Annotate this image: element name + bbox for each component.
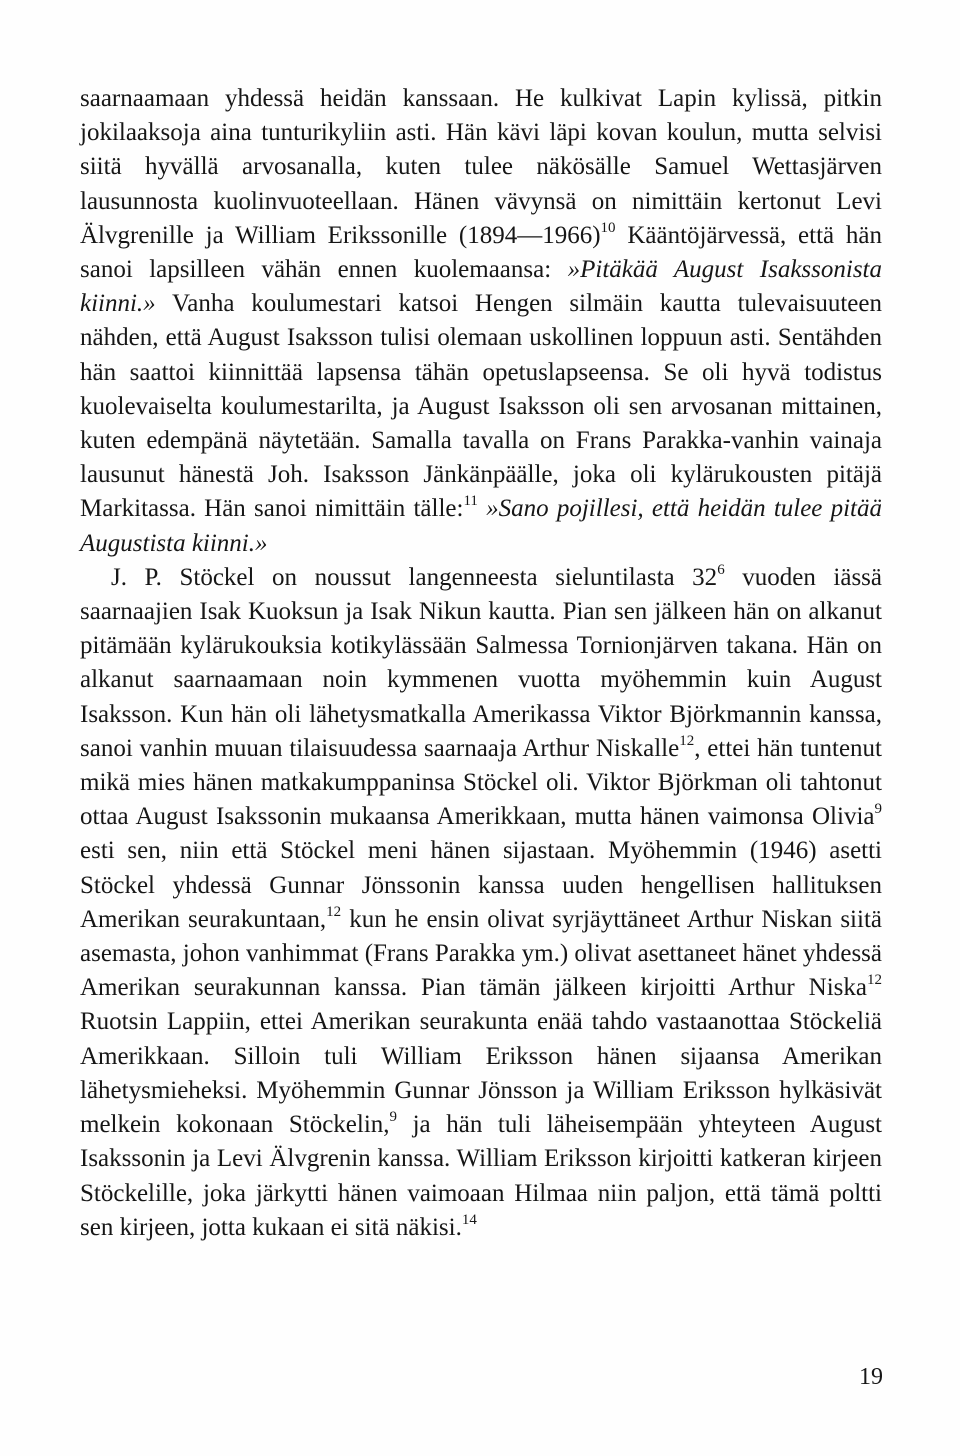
footnote-ref: 14: [461, 1211, 477, 1228]
paragraph: [80, 561, 882, 1245]
paragraph: [80, 82, 882, 561]
footnote-ref: 9: [874, 801, 882, 818]
text-run: , ettei hän tuntenut mikä mies hänen matkakumppaninsa Stöckel oli. Viktor Björkman oli tahtonut ottaa August Isakssonin mukaansa Amerikkaan, mutta hänen vaimonsa Olivia: [80, 734, 882, 831]
footnote-ref: 12: [326, 903, 342, 920]
text-run: saarnaamaan yhdessä heidän kanssaan. He kulkivat Lapin kylissä, pitkin jokilaaksoja aina tunturikyliin asti. Hän kävi läpi kovan koulun, mutta selvisi siitä hyvällä arvosanalla, kuten tulee näkösälle Samuel Wettasjärven lausunnosta kuolinvuoteellaan. Hänen vävynsä on nimittäin kertonut Levi Älvgrenille ja William Erikssonille (1894—1966): [80, 85, 882, 249]
text-run: Vanha koulumestari katsoi Hengen silmäin kautta tulevaisuuteen nähden, että August Isaksson tulisi olemaan uskollinen loppuun asti. Sentähden hän saattoi kiinnittää lapsensa tähän opetuslapseensa. Se oli hyvä todistus kuolevaiselta koulumestarilta, ja August Isaksson oli sen arvosanan mittainen, kuten edempänä näytetään. Samalla tavalla on Frans Parakka-vanhin vainaja lausunut hänestä Joh. Isaksson Jänkänpäälle, joka oli kylärukousten pitäjä Markitassa. Hän sanoi nimittäin tälle:: [80, 290, 882, 523]
footnote-ref: 12: [679, 732, 695, 749]
text-run: J. P. Stöckel on noussut langenneesta sieluntilasta 32: [111, 563, 718, 591]
page-number: 19: [859, 1364, 883, 1390]
footnote-ref: 11: [463, 493, 478, 510]
footnote-ref: 9: [389, 1109, 398, 1126]
footnote-ref: 12: [867, 972, 882, 989]
quotation: »Pitäkää August Isakssonista kiinni.»: [80, 256, 882, 318]
footnote-ref: 6: [717, 561, 725, 578]
footnote-ref: 10: [600, 219, 616, 236]
body-text: [80, 82, 882, 1245]
text-run: kun he ensin olivat syrjäyttäneet Arthur Niskan siitä asemasta, johon vanhimmat (Frans Parakka ym.) olivat asettaneet hänet yhdessä Amerikan seurakunnan kanssa. Pian tämän jälkeen kirjoitti Arthur Niska: [80, 905, 882, 1002]
text-run: esti sen, niin että Stöckel meni hänen sijastaan. Myöhemmin (1946) asetti Stöckel yhdessä Gunnar Jönssonin kanssa uuden hengellisen hallituksen Amerikan seurakuntaan,: [80, 837, 882, 933]
text-run: vuoden iässä saarnaajien Isak Kuoksun ja Isak Nikun kautta. Pian sen jälkeen hän on alkanut pitämään kylärukouksia kotikylässään Salmessa Tornionjärven takana. Hän on alkanut saarnaamaan noin kymmenen vuotta myöhemmin kuin August Isaksson. Kun hän oli lähetysmatkalla Amerikassa Viktor Björkmannin kanssa, sanoi vanhin muuan tilaisuudessa saarnaaja Arthur Niskalle: [80, 563, 882, 762]
text-run: Kääntöjärvessä, että hän sanoi lapsilleen vähän ennen kuolemaansa:: [80, 221, 883, 284]
text-run: [478, 495, 486, 522]
text-run: Ruotsin Lappiin, ettei Amerikan seurakunta enää tahdo vastaanottaa Stöckeliä Amerikkaan. Silloin tuli William Eriksson hänen sijaansa Amerikan lähetysmieheksi. Myöhemmin Gunnar Jönsson ja William Eriksson hylkäsivät melkein kokonaan Stöckelin,: [80, 1008, 882, 1139]
text-run: ja hän tuli läheisempään yhteyteen August Isakssonin ja Levi Älvgrenin kanssa. William Eriksson kirjoitti katkeran kirjeen Stöckelille, joka järkytti hänen vaimoaan Hilmaa niin paljon, että tämä poltti sen kirjeen, jotta kukaan ei sitä näkisi.: [80, 1111, 882, 1241]
quotation: »Sano pojillesi, että heidän tulee pitää Augustista kiinni.»: [80, 495, 883, 557]
